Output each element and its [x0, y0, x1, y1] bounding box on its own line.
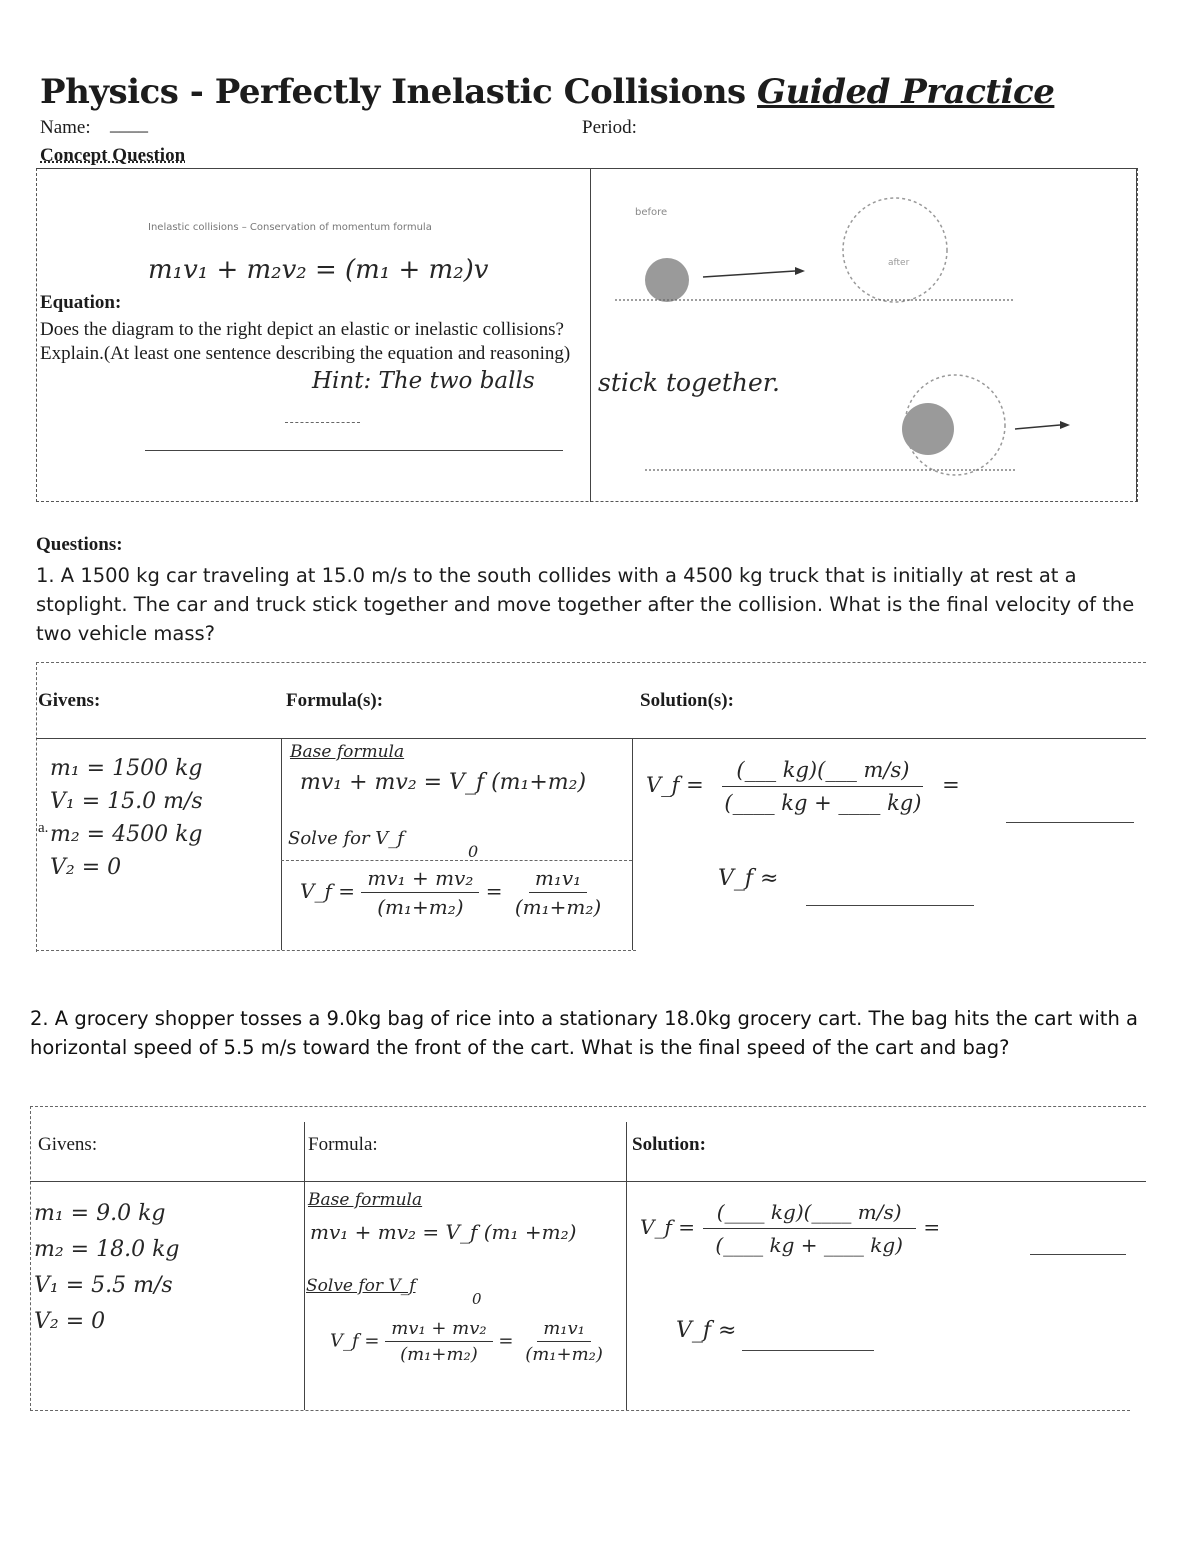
q2-header-line — [30, 1181, 1146, 1182]
questions-heading: Questions: — [36, 534, 123, 555]
q2-given-v1: V₁ = 5.5 m/s — [34, 1273, 173, 1298]
q1-given-m2: m₂ = 4500 kg — [50, 822, 203, 847]
q1-given-v2: V₂ = 0 — [50, 855, 122, 880]
q2-solution-expression — [640, 1200, 940, 1257]
name-value: ____ — [110, 114, 148, 135]
q2-divider-1 — [304, 1122, 305, 1410]
question-1-text: 1. A 1500 kg car traveling at 15.0 m/s to the south collides with a 4500 kg truck that is initially at rest at a stoplight. The car and truck stick together and move together after the collision. What is the final velocity of the two vehicle mass? — [36, 564, 1135, 645]
q2-solve-equals: = — [498, 1330, 514, 1352]
title-guided-practice: Guided Practice — [757, 72, 1055, 112]
q1-col-solution: Solution(s): — [640, 690, 734, 711]
q1-given-v1: V₁ = 15.0 m/s — [50, 789, 203, 814]
q2-given-m2: m₂ = 18.0 kg — [34, 1237, 180, 1262]
q1-solve-zero: 0 — [468, 842, 479, 861]
large-ball-label: after — [888, 258, 910, 268]
q1-sol-fraction — [710, 758, 935, 815]
q1-solve-expression — [300, 866, 607, 919]
q1-sol-den: (____ kg + ____ kg) — [724, 791, 922, 815]
hint-text-part1: Hint: The two balls — [312, 368, 535, 394]
q1-solve-label: Solve for V_f — [288, 828, 404, 849]
hint-text-part2: stick together. — [598, 368, 780, 397]
answer-line-short — [285, 422, 360, 423]
q2-solve-zero: 0 — [472, 1290, 482, 1308]
concept-box-top-line — [36, 168, 1138, 169]
q1-divider-1 — [281, 738, 282, 950]
small-ball-before — [645, 258, 689, 302]
q2-table-top — [30, 1106, 1146, 1107]
q2-sol-equals: = — [923, 1215, 941, 1239]
q1-table-left — [36, 662, 37, 952]
q2-solve-num2: m₁v₁ — [537, 1318, 591, 1342]
q2-givens — [34, 1196, 180, 1340]
concept-subheading: Inelastic collisions – Conservation of momentum formula — [148, 222, 432, 233]
q2-col-solution: Solution: — [632, 1134, 706, 1155]
q2-table-left — [30, 1106, 31, 1411]
arrow-head-before — [795, 267, 805, 275]
q1-approx-blank[interactable] — [806, 905, 974, 906]
q1-solution-expression — [646, 758, 960, 815]
title-main: Physics - Perfectly Inelastic Collisions — [40, 72, 746, 112]
q2-sol-fraction — [701, 1200, 917, 1257]
q2-solve-fraction — [385, 1318, 492, 1365]
velocity-arrow-before — [703, 271, 795, 277]
q1-base-formula-label: Base formula — [290, 742, 405, 762]
q1-divider-2 — [632, 738, 633, 950]
q1-header-line — [36, 738, 1146, 739]
q1-solve-num: mv₁ + mv₂ — [361, 866, 479, 893]
q2-table-bottom — [30, 1410, 1130, 1411]
q2-vf-lhs: V_f = — [330, 1330, 380, 1352]
equation-label: Equation: — [40, 292, 122, 313]
q1-solve-num2: m₁v₁ — [529, 866, 587, 893]
q2-solve-fraction-2 — [519, 1318, 609, 1365]
page-title — [40, 72, 1054, 112]
momentum-equation: m₁v₁ + m₂v₂ = (m₁ + m₂)v — [148, 255, 489, 285]
q1-givens — [50, 752, 203, 884]
concept-box-divider — [590, 168, 591, 502]
q2-solve-expression — [330, 1318, 609, 1365]
q1-sol-num: (___ kg)(___ m/s) — [722, 758, 923, 787]
q1-base-formula: mv₁ + mv₂ = V_f (m₁+m₂) — [300, 770, 587, 795]
q1-part-label: a. — [38, 820, 49, 836]
q1-solve-den: (m₁+m₂) — [377, 895, 464, 919]
q2-col-formula: Formula: — [308, 1134, 378, 1155]
period-label: Period: — [582, 117, 637, 138]
question-2-text: 2. A grocery shopper tosses a 9.0kg bag of rice into a stationary 18.0kg grocery cart. The bag hits the cart with a horizontal speed of 5.5 m/s toward the front of the cart. What is the final speed of the cart and bag? — [30, 1007, 1138, 1059]
q2-base-formula-label: Base formula — [308, 1190, 423, 1210]
arrow-head-after — [1060, 421, 1070, 429]
q1-col-formula: Formula(s): — [286, 690, 384, 711]
q1-table-bottom — [36, 950, 636, 951]
q2-answer-blank[interactable] — [1030, 1254, 1126, 1255]
large-ball-before — [843, 198, 947, 302]
q1-vf-lhs: V_f = — [300, 879, 355, 903]
q1-solve-fraction-2 — [509, 866, 607, 919]
answer-line — [145, 450, 563, 451]
q1-solve-equals: = — [485, 879, 503, 903]
q2-col-givens: Givens: — [38, 1134, 98, 1155]
small-ball-after — [902, 403, 954, 455]
q1-col-givens: Givens: — [38, 690, 101, 711]
q2-sol-lhs: V_f = — [640, 1215, 695, 1239]
name-label: Name: — [40, 117, 91, 138]
q2-sol-den: (____ kg + ____ kg) — [715, 1233, 903, 1257]
q1-solve-den2: (m₁+m₂) — [514, 895, 602, 919]
q1-solve-fraction — [361, 866, 479, 919]
q1-sol-equals: = — [942, 773, 960, 797]
q1-answer-blank[interactable] — [1006, 822, 1134, 823]
q1-sol-lhs: V_f = — [646, 773, 704, 797]
q2-divider-2 — [626, 1122, 627, 1410]
concept-question: Does the diagram to the right depict an elastic or inelastic collisions? Explain.(At least one sentence describing the equation and reasoning) — [40, 319, 571, 364]
q2-approx-blank[interactable] — [742, 1350, 874, 1351]
velocity-arrow-after — [1015, 425, 1060, 429]
concept-box-right-line — [1136, 168, 1137, 502]
q1-approx-label: V_f ≈ — [718, 866, 779, 891]
q2-given-v2: V₂ = 0 — [34, 1309, 106, 1334]
collision-diagram — [595, 185, 1130, 495]
q2-solve-label: Solve for V_f — [306, 1276, 416, 1296]
q2-solve-den: (m₁+m₂) — [400, 1344, 478, 1365]
q2-sol-num: (____ kg)(____ m/s) — [703, 1200, 916, 1229]
q2-solve-den2: (m₁+m₂) — [525, 1344, 603, 1365]
q2-approx-label: V_f ≈ — [676, 1318, 737, 1343]
q1-given-m1: m₁ = 1500 kg — [50, 756, 203, 781]
q2-given-m1: m₁ = 9.0 kg — [34, 1201, 166, 1226]
diagram-before-label: before — [635, 207, 668, 218]
q2-base-formula: mv₁ + mv₂ = V_f (m₁ +m₂) — [310, 1220, 577, 1244]
q2-solve-num: mv₁ + mv₂ — [385, 1318, 492, 1342]
q1-table-top — [36, 662, 1146, 663]
q1-formula-rule — [281, 860, 632, 861]
concept-heading: Concept Question — [40, 145, 186, 166]
